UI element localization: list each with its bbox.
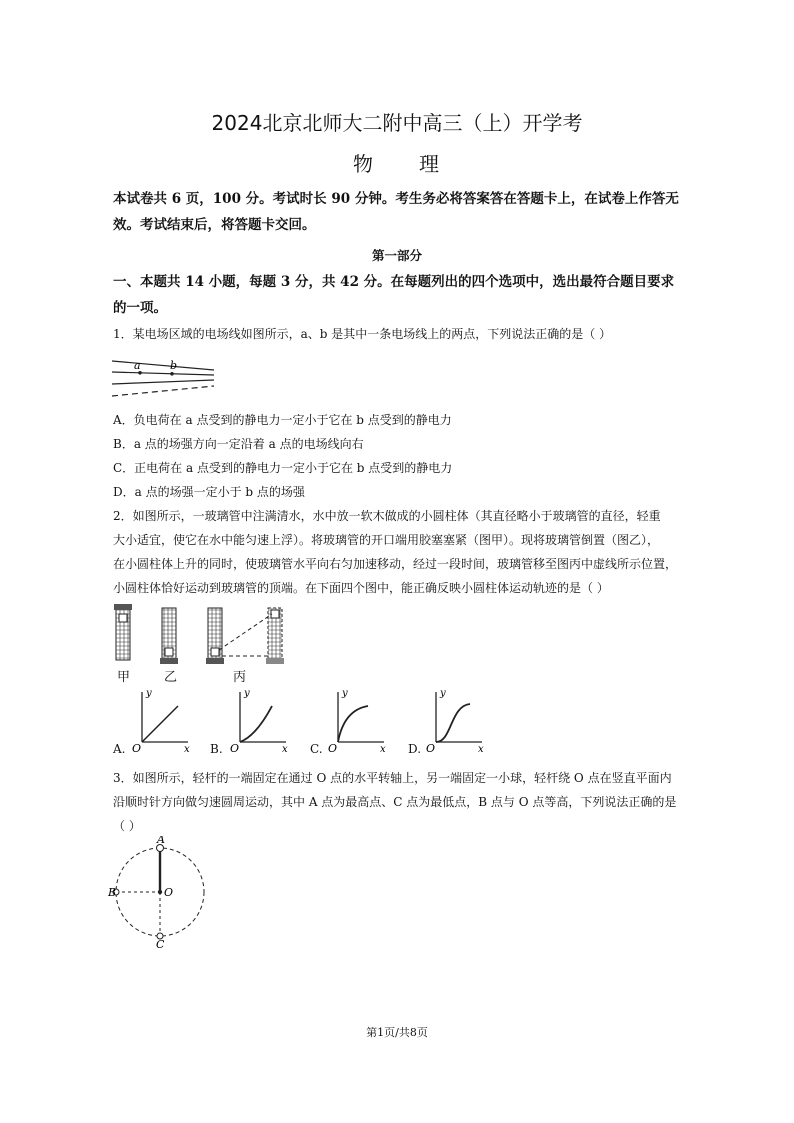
q2-line-2: 大小适宜，使它在水中能匀速上浮）。将玻璃管的开口端用胶塞塞紧（图甲）。现将玻璃管倒置（图乙）， — [113, 533, 660, 547]
svg-text:x: x — [184, 744, 190, 754]
instructions-line-2: 效。考试结束后，将答题卡交回。 — [113, 217, 316, 233]
question-2-stem — [113, 504, 693, 600]
subject-char-1: 物 — [353, 152, 375, 176]
trajectory-curve — [436, 704, 470, 742]
section-line-2: 的一项。 — [113, 300, 167, 316]
svg-text:A: A — [157, 836, 165, 846]
svg-text:C: C — [156, 938, 165, 948]
question-3-circle-figure — [108, 836, 208, 948]
label-a: a — [134, 359, 141, 372]
q2-line-1: 2．如图所示，一玻璃管中注满清水，水中放一软木做成的小圆柱体（其直径略小于玻璃管的直径，轻重 — [113, 509, 661, 523]
field-line-3 — [112, 380, 214, 384]
point-b — [170, 372, 174, 376]
question-1-figure — [110, 358, 216, 400]
svg-text:O: O — [230, 742, 240, 754]
svg-text:x: x — [380, 744, 386, 754]
subject-title — [0, 148, 794, 177]
q3-line-3: （ ） — [113, 819, 141, 833]
page-number: 第1页/共8页 — [366, 1026, 428, 1039]
subject-char-2: 理 — [419, 152, 441, 176]
q2-choice-b-label[interactable]: B. — [210, 742, 223, 756]
question-3-stem — [113, 766, 693, 838]
q1-option-b[interactable]: B．a 点的场强方向一定沿着 a 点的电场线向右 — [113, 437, 364, 451]
q2-graph-a[interactable] — [128, 686, 198, 754]
svg-text:y: y — [244, 688, 250, 699]
q2-choice-c-label[interactable]: C. — [310, 742, 323, 756]
q1-option-c[interactable]: C．正电荷在 a 点受到的静电力一定小于它在 b 点受到的静电力 — [113, 461, 453, 475]
section-line-1: 一、本题共 14 小题，每题 3 分，共 42 分。在每题列出的四个选项中，选出最符合题目要求 — [113, 274, 675, 290]
q2-graph-d[interactable] — [422, 686, 492, 754]
tube-yi — [160, 608, 178, 664]
trajectory-curve — [338, 706, 368, 742]
svg-text:O: O — [164, 886, 174, 899]
part-title: 第一部分 — [371, 248, 422, 263]
svg-text:B: B — [108, 886, 117, 899]
svg-text:y: y — [440, 688, 446, 699]
instructions-line-1: 本试卷共 6 页，100 分。考试时长 90 分钟。考生务必将答案答在答题卡上，在试卷上作答无 — [113, 191, 679, 207]
tube-bing — [206, 608, 224, 664]
q2-choice-d-label[interactable]: D. — [408, 742, 422, 756]
label-b: b — [170, 359, 178, 372]
question-2-tube-figure — [110, 604, 300, 684]
q1-option-a[interactable]: A．负电荷在 a 点受到的静电力一定小于它在 b 点受到的静电力 — [113, 413, 452, 427]
field-line-4 — [112, 386, 214, 396]
trajectory-curve — [240, 706, 272, 742]
q3-line-2: 沿顺时针方向做匀速圆周运动，其中 A 点为最高点、C 点为最低点，B 点与 O 点等高，下列说法正确的是 — [113, 795, 677, 809]
tube-jia — [114, 604, 132, 660]
svg-text:O: O — [426, 742, 436, 754]
field-line-2 — [112, 372, 214, 375]
q1-option-d[interactable]: D．a 点的场强一定小于 b 点的场强 — [113, 485, 305, 499]
question-1-options — [113, 408, 693, 504]
section-heading — [113, 269, 693, 321]
q2-graph-c[interactable] — [324, 686, 394, 754]
page-title: 2024北京北师大二附中高三（上）开学考 — [211, 111, 583, 135]
q2-choice-a-label[interactable]: A. — [113, 742, 126, 756]
instructions — [113, 186, 693, 238]
question-1-stem: 1．某电场区域的电场线如图所示，a、b 是其中一条电场线上的两点，下列说法正确的是（ ） — [113, 327, 612, 341]
q3-line-1: 3．如图所示，轻杆的一端固定在通过 O 点的水平转轴上，另一端固定一小球，轻杆绕 O 点在竖直平面内 — [113, 771, 672, 785]
svg-text:O: O — [132, 742, 142, 754]
q2-graph-b[interactable] — [226, 686, 296, 754]
svg-text:x: x — [282, 744, 288, 754]
svg-text:O: O — [328, 742, 338, 754]
pivot-o — [158, 890, 162, 894]
fig-label-bing: 丙 — [233, 670, 247, 685]
field-line-1 — [112, 361, 214, 370]
svg-text:x: x — [478, 744, 484, 754]
svg-text:y: y — [342, 688, 348, 699]
q2-line-4: 小圆柱体恰好运动到玻璃管的顶端。在下面四个图中，能正确反映小圆柱体运动轨迹的是（ ） — [113, 581, 609, 595]
q2-line-3: 在小圆柱体上升的同时，使玻璃管水平向右匀加速移动，经过一段时间，玻璃管移至图丙中虚线所示位置， — [113, 557, 678, 571]
svg-text:y: y — [146, 688, 152, 699]
fig-label-yi: 乙 — [164, 670, 178, 685]
trajectory-line — [142, 706, 178, 742]
fig-label-jia: 甲 — [117, 670, 131, 685]
